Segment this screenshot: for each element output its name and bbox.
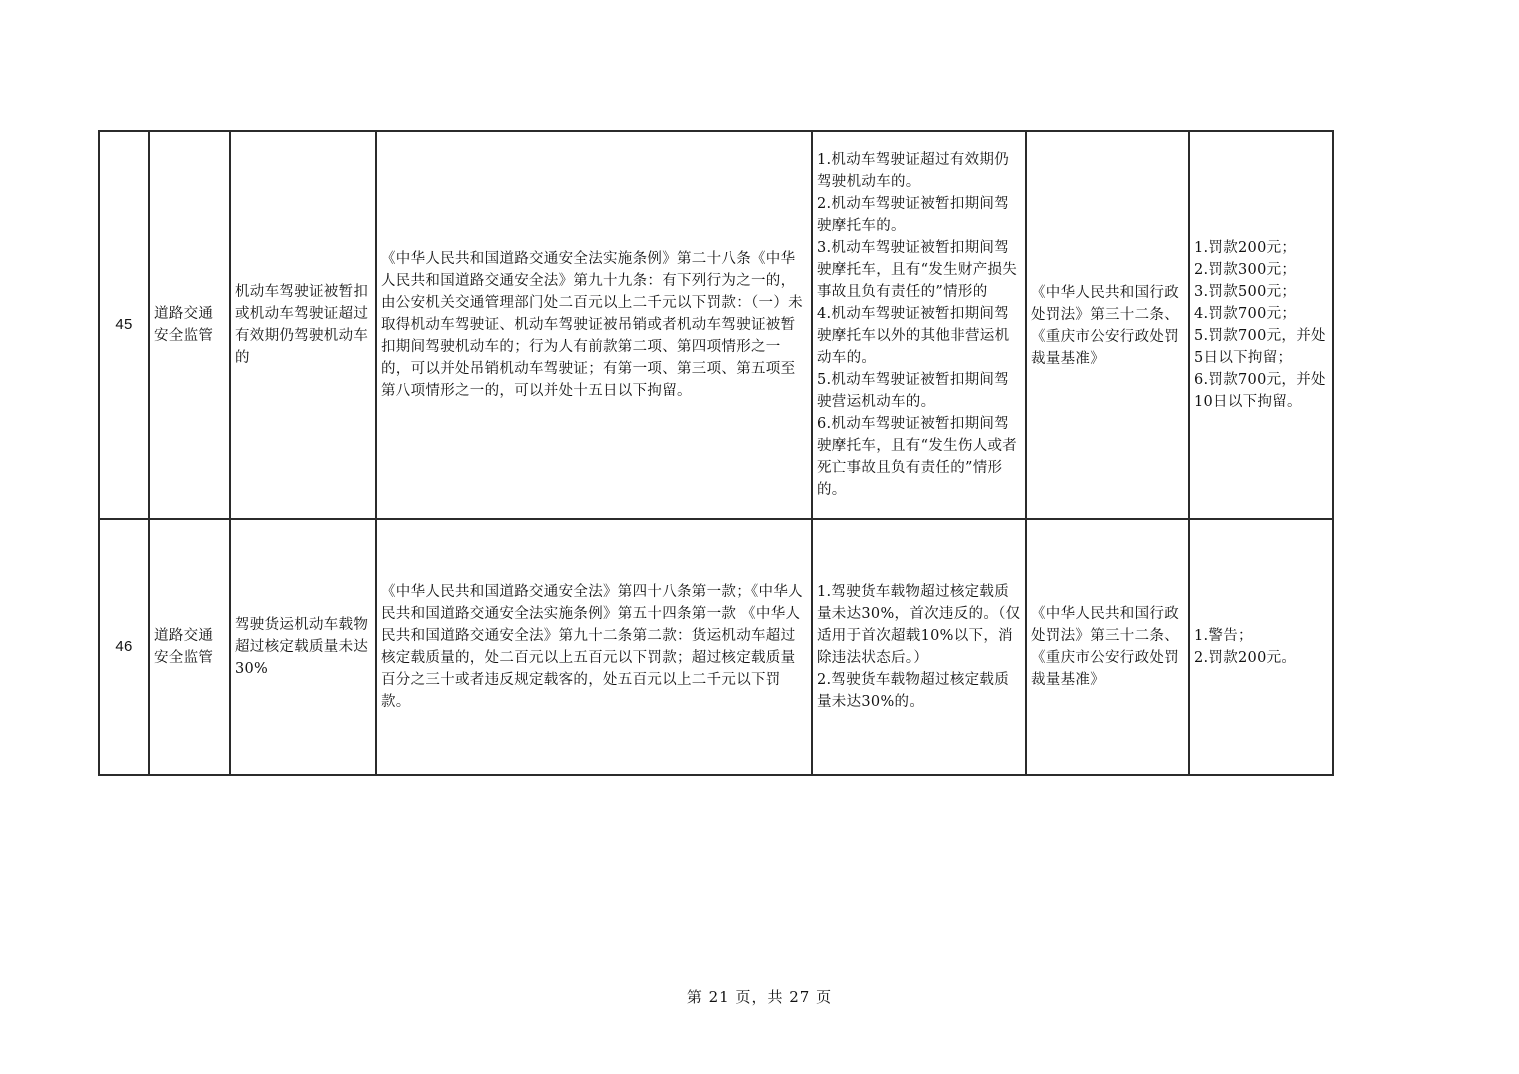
- circumstance-item: 4.机动车驾驶证被暂扣期间驾驶摩托车以外的其他非营运机动车的。: [817, 306, 1010, 366]
- penalty-item: 3.罚款500元；: [1194, 284, 1297, 300]
- circumstances-cell: [812, 519, 1026, 775]
- legal-basis-cell: 《中华人民共和国道路交通安全法实施条例》第二十八条《中华人民共和国道路交通安全法》第九十九条：有下列行为之一的，由公安机关交通管理部门处二百元以上二千元以下罚款：（一）未取得机动车驾驶证、机动车驾驶证被吊销或者机动车驾驶证被暂扣期间驾驶机动车的；行为人有前款第二项、第四项情形之一的，可以并处吊销机动车驾驶证；有第一项、第三项、第五项至第八项情形之一的，可以并处十五日以下拘留。: [376, 131, 812, 519]
- penalty-cell: [1189, 131, 1333, 519]
- legal-reference-cell: 《中华人民共和国行政处罚法》第三十二条、《重庆市公安行政处罚裁量基准》: [1026, 519, 1189, 775]
- table-row: [99, 519, 1333, 775]
- page-footer: 第 21 页，共 27 页: [686, 988, 833, 1006]
- table-row: [99, 131, 1333, 519]
- circumstances-cell: [812, 131, 1026, 519]
- circumstance-item: 2.机动车驾驶证被暂扣期间驾驶摩托车的。: [817, 196, 1010, 234]
- violation-cell: 机动车驾驶证被暂扣或机动车驾驶证超过有效期仍驾驶机动车的: [230, 131, 376, 519]
- penalty-table: [98, 130, 1334, 776]
- penalty-item: 6.罚款700元，并处10日以下拘留。: [1194, 372, 1326, 410]
- circumstance-item: 1.驾驶货车载物超过核定载质量未达30%，首次违反的。（仅适用于首次超载10%以下，消除违法状态后。）: [817, 584, 1021, 666]
- circumstance-item: 2.驾驶货车载物超过核定载质量未达30%的。: [817, 672, 1010, 710]
- category-cell: 道路交通安全监管: [149, 131, 230, 519]
- penalty-table-container: [98, 130, 1332, 776]
- penalty-item: 5.罚款700元，并处5日以下拘留；: [1194, 328, 1326, 366]
- penalty-item: 2.罚款200元。: [1194, 650, 1297, 666]
- legal-reference-cell: 《中华人民共和国行政处罚法》第三十二条、《重庆市公安行政处罚裁量基准》: [1026, 131, 1189, 519]
- violation-cell: 驾驶货运机动车载物超过核定载质量未达30%: [230, 519, 376, 775]
- penalty-item: 1.罚款200元；: [1194, 240, 1297, 256]
- circumstance-item: 6.机动车驾驶证被暂扣期间驾驶摩托车，且有“发生伤人或者死亡事故且负有责任的”情形的。: [817, 416, 1018, 498]
- penalty-cell: [1189, 519, 1333, 775]
- category-cell: 道路交通安全监管: [149, 519, 230, 775]
- penalty-item: 4.罚款700元；: [1194, 306, 1297, 322]
- penalty-item: 2.罚款300元；: [1194, 262, 1297, 278]
- circumstance-item: 3.机动车驾驶证被暂扣期间驾驶摩托车，且有“发生财产损失事故且负有责任的”情形的: [817, 240, 1018, 300]
- penalty-item: 1.警告；: [1194, 628, 1253, 644]
- legal-basis-cell: 《中华人民共和国道路交通安全法》第四十八条第一款；《中华人民共和国道路交通安全法实施条例》第五十四条第一款 《中华人民共和国道路交通安全法》第九十二条第二款：货运机动车超过核定载质量的，处二百元以上五百元以下罚款；超过核定载质量百分之三十或者违反规定载客的，处五百元以上二千元以下罚款。: [376, 519, 812, 775]
- item-number: 45: [99, 131, 149, 519]
- item-number: 46: [99, 519, 149, 775]
- circumstance-item: 1.机动车驾驶证超过有效期仍驾驶机动车的。: [817, 152, 1010, 190]
- circumstance-item: 5.机动车驾驶证被暂扣期间驾驶营运机动车的。: [817, 372, 1010, 410]
